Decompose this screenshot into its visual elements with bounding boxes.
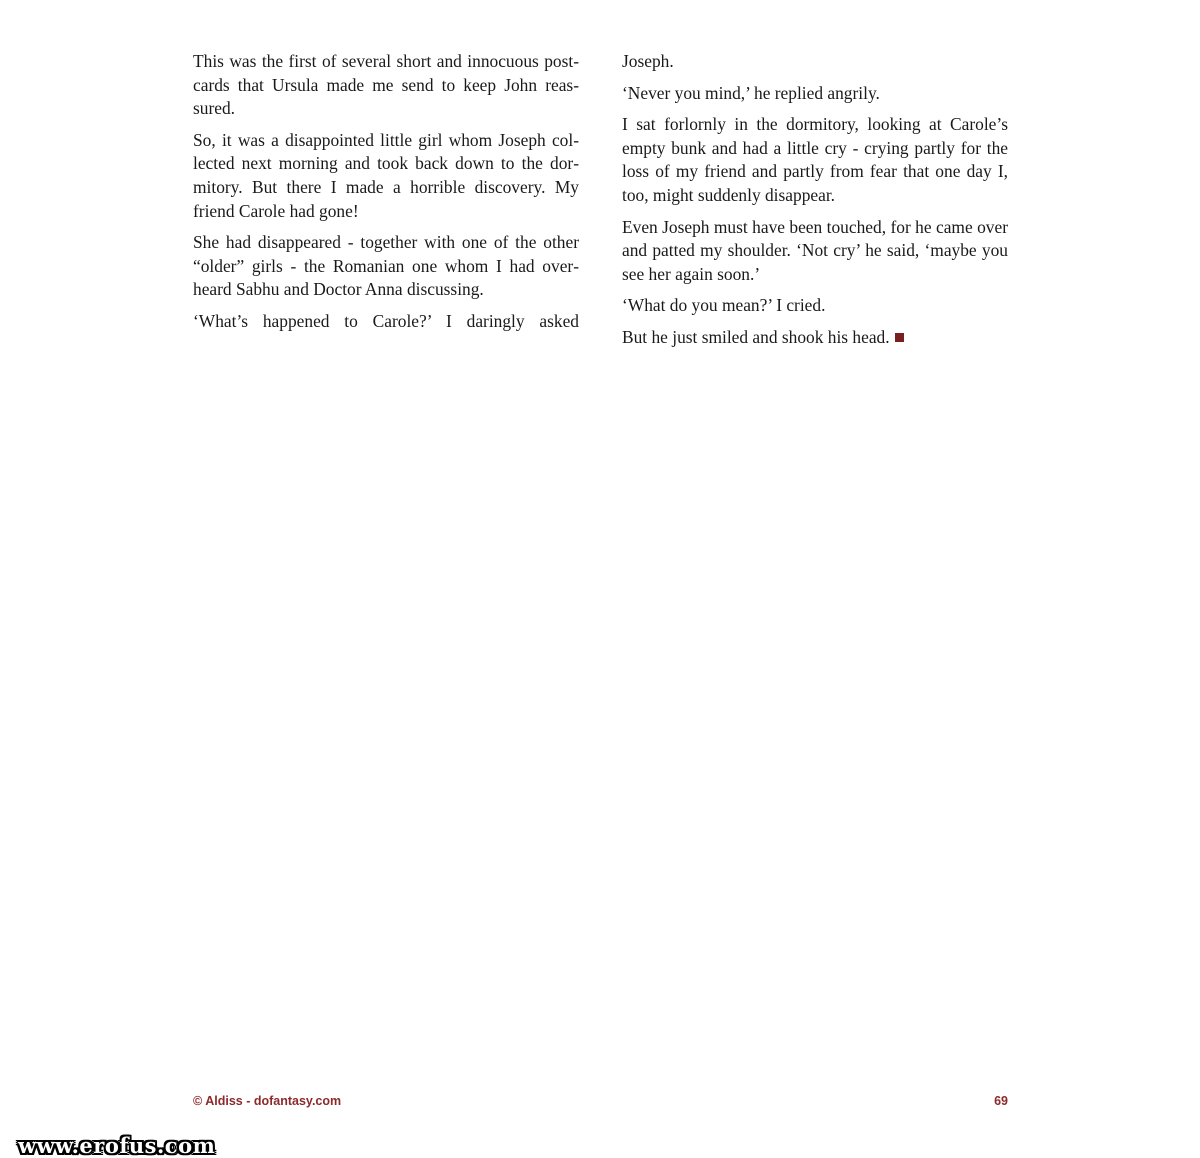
footer-credit: © Aldiss - dofantasy.com (193, 1094, 342, 1108)
site-watermark: www.erofus.com (18, 1133, 216, 1158)
text-column-right (622, 50, 1008, 358)
paragraph-discovery: So, it was a disappointed little girl whom Joseph collected next morning and took back down to the dormitory. But there I made a horrible discovery. My friend Carole had gone! (193, 129, 579, 221)
paragraph-touched: Even Joseph must have been touched, for he came over and patted my shoulder. ‘Not cry’ he said, ‘maybe you see her again soon.’ (622, 216, 1008, 284)
paragraph-ending (622, 326, 1008, 350)
paragraph-reply: ‘Never you mind,’ he replied angrily. (622, 82, 880, 103)
paragraph-what-mean: ‘What do you mean?’ I cried. (622, 295, 826, 316)
page-number: 69 (994, 1094, 1008, 1108)
paragraph-question: ‘What’s happened to Carole?’ I daringly asked (193, 310, 579, 331)
paragraph-joseph: Joseph. (622, 51, 674, 71)
ending-text: But he just smiled and shook his head. (622, 326, 890, 347)
text-column-left (193, 50, 579, 342)
paragraph-postcards: This was the first of several short and innocuous postcards that Ursula made me send to keep John reassured. (193, 51, 579, 119)
paragraph-forlorn: I sat forlornly in the dormitory, looking at Carole’s empty bunk and had a little cry - crying partly for the loss of my friend and partly from fear that one day I, too, might suddenly disappear. (622, 114, 1008, 205)
paragraph-disappeared: She had disappeared - together with one of the other “older” girls - the Romanian one whom I had overheard Sabhu and Doctor Anna discussing. (193, 232, 579, 300)
end-of-story-icon (895, 333, 904, 342)
